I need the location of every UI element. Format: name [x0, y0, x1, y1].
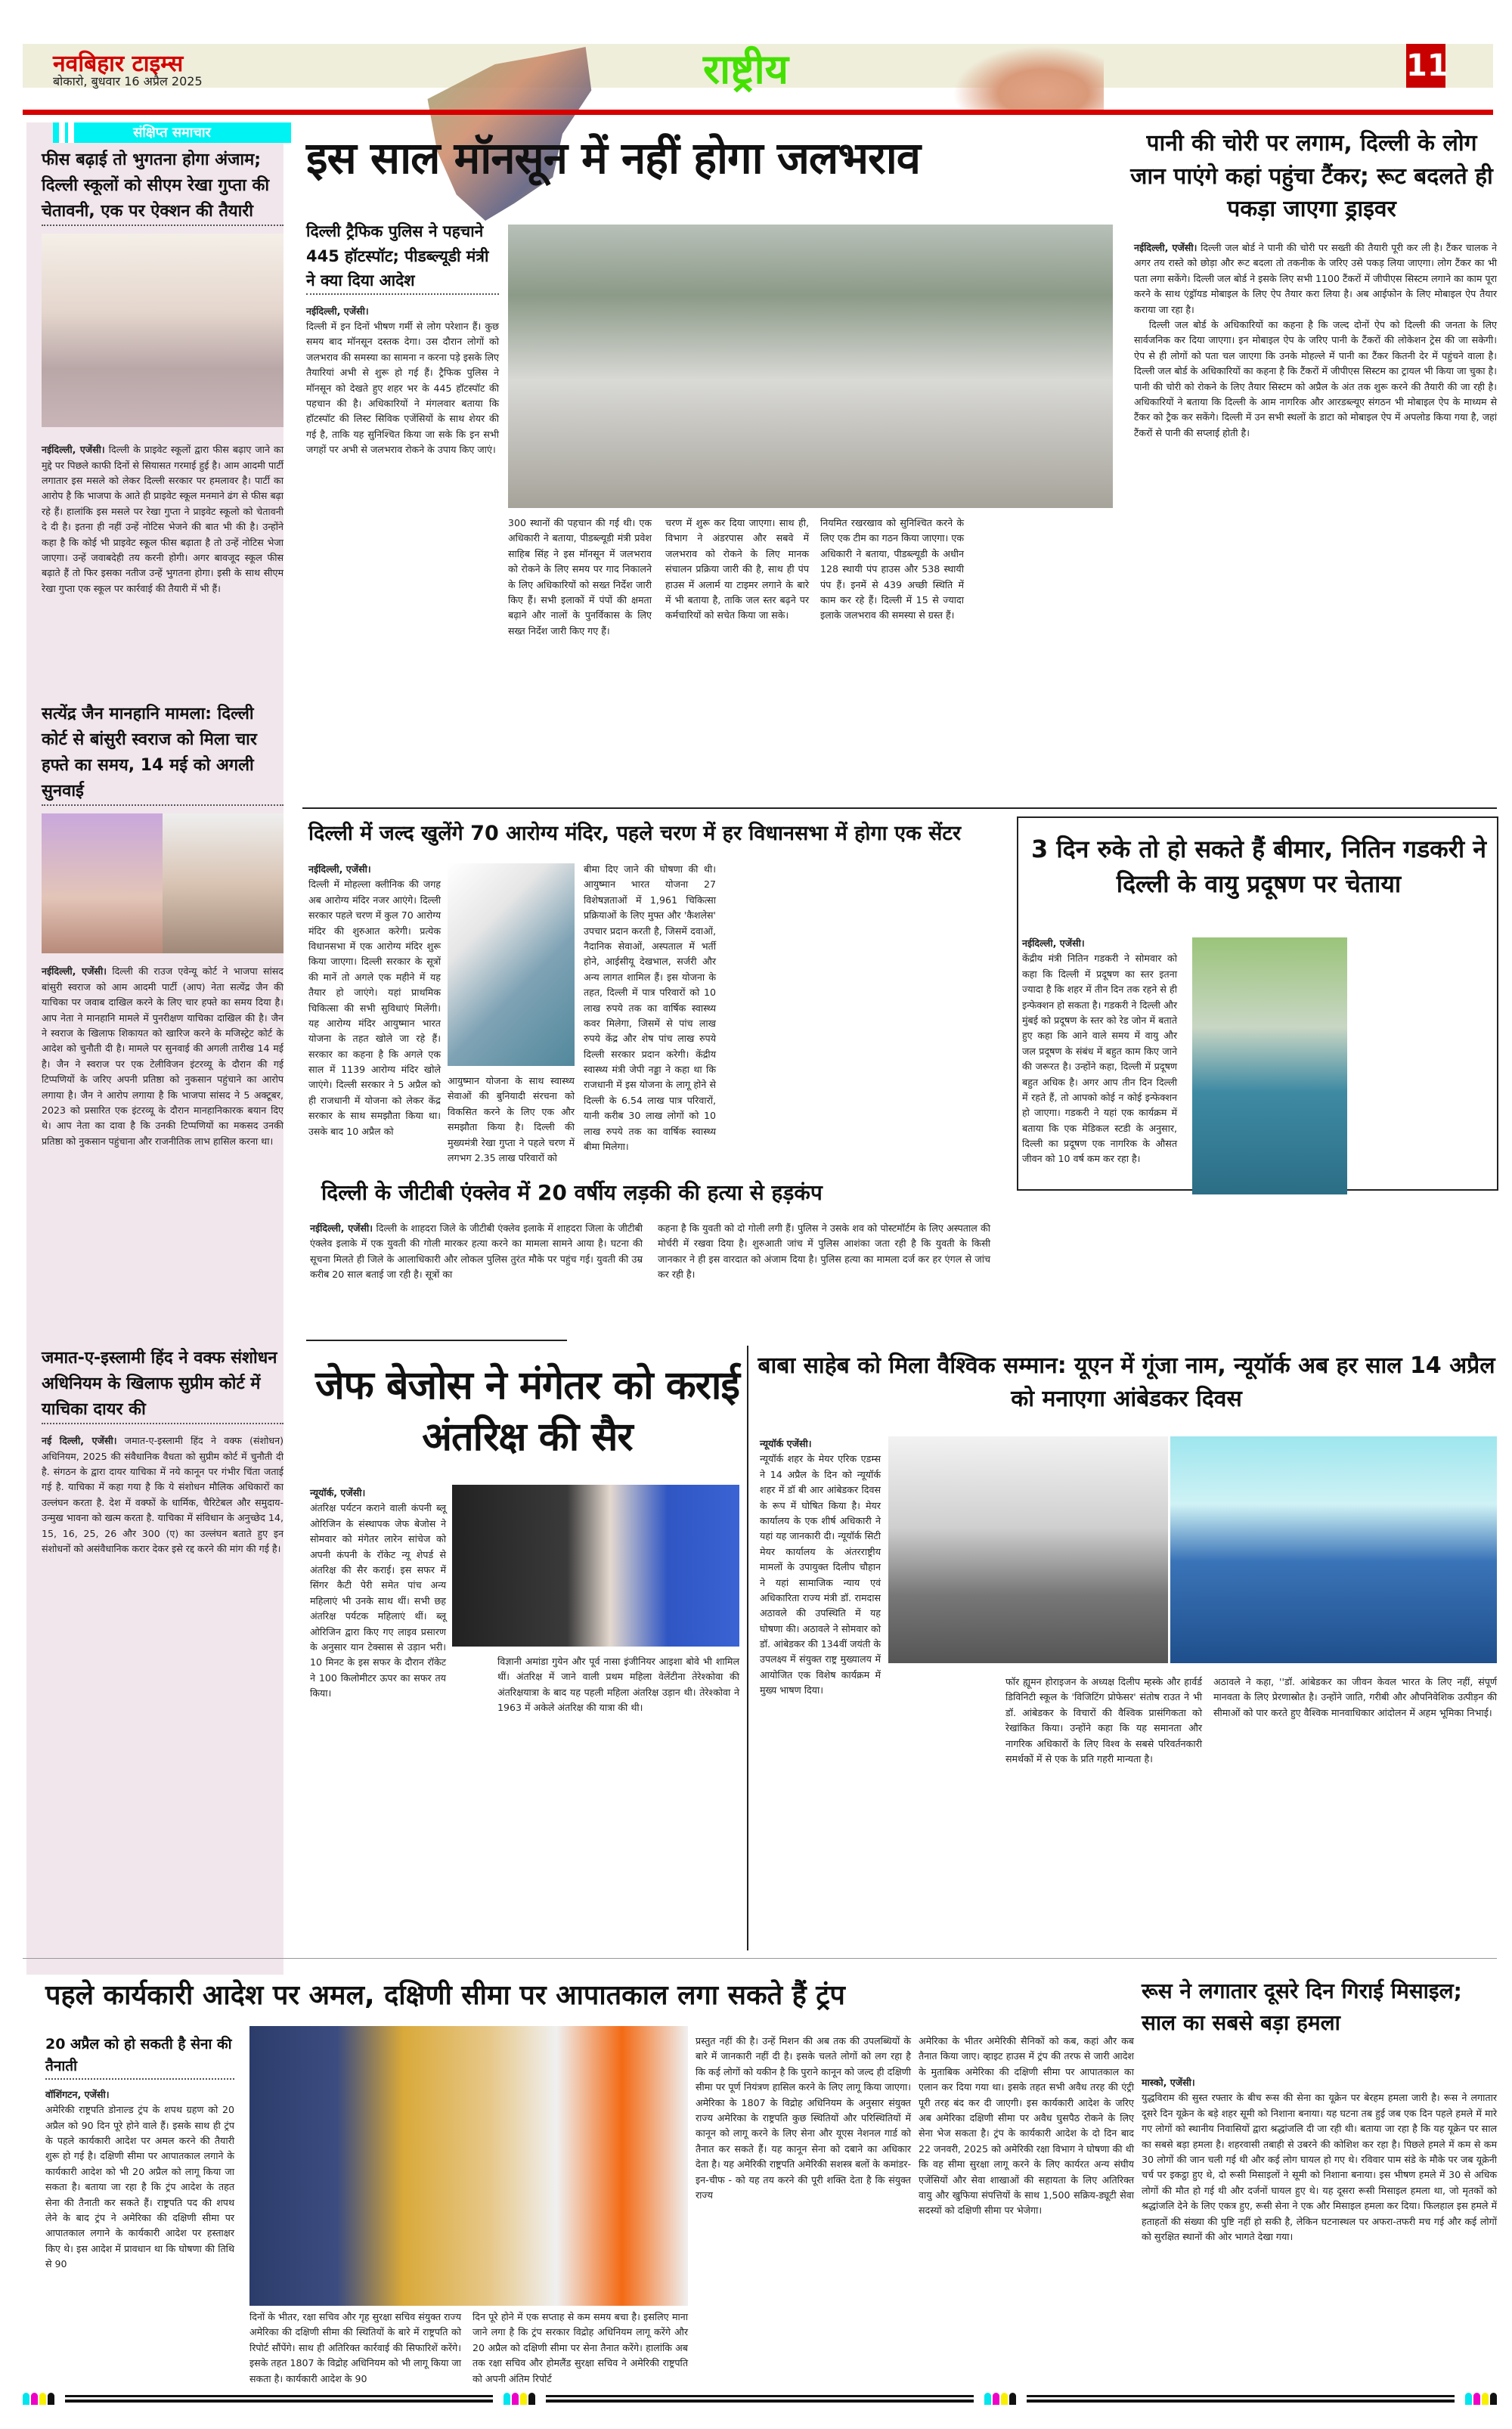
print-rule: [65, 2395, 493, 2403]
ambedkar-col-3: अठावले ने कहा, ''डॉ. आंबेडकर का जीवन केवल भारत के लिए नहीं, संपूर्ण मानवता के लिए प्रेरणास्रोत है। उन्होंने जाति, गरीबी और औपनिवेशिक उत्पीड़न की सीमाओं को पार करते हुए वैश्विक मानवाधिकार आंदोलन में अहम भूमिका निभाई।: [1213, 1676, 1497, 1718]
bansuri-swaraj-photo: [42, 813, 163, 953]
cmyk-mark-icon: [984, 2393, 1016, 2405]
statue-illustration-icon: [953, 45, 1104, 113]
dateline: नईदिल्ली, एजेंसी।: [1134, 242, 1198, 253]
story-body: अंतरिक्ष पर्यटन कराने वाली कंपनी ब्लू ओरिजिन के संस्थापक जेफ बेजोस ने सोमवार को मंगेतर लारेन सांचेज को अपनी कंपनी के रॉकेट न्यू शेपर्ड से अंतरिक्ष की सैर कराई। इस सफर में सिंगर कैटी पेरी समेत पांच अन्य महिलाएं भी उनके साथ थीं। सभी छह अंतरिक्ष पर्यटक महिलाएं थीं। ब्लू ओरिजिन द्वारा किए गए लाइव प्रसारण के अनुसार यान टेक्सास से उड़ान भरी। 10 मिनट के इस सफर के दौरान रॉकेट ने 100 किलोमीटर ऊपर का सफर तय किया।: [310, 1502, 446, 1699]
lead-headline: इस साल मॉनसून में नहीं होगा जलभराव: [306, 132, 921, 184]
dateline: नई दिल्ली, एजेंसी।: [42, 1435, 117, 1447]
masthead-dateline: बोकारो, बुधवार 16 अप्रैल 2025: [53, 74, 203, 88]
ambedkar-col-2: फॉर ह्यूमन होराइजन के अध्यक्ष दिलीप म्हस्के और हार्वर्ड डिविनिटी स्कूल के 'विजिटिंग प्रोफेसर' संतोष राउत ने भी डॉ. आंबेडकर के विचारों की वैश्विक प्रासंगिकता को रेखांकित किया। उन्होंने कहा कि यह समानता और नागरिक अधिकारों के लिए विश्व के सबसे परिवर्तनकारी समर्थकों में से एक के प्रति गहरी मान्यता है।: [1005, 1676, 1202, 1764]
story-body: दिल्ली जल बोर्ड ने पानी की चोरी पर सख्ती की तैयारी पूरी कर ली है। टैंकर चालक ने अगर तय रास्ते को छोड़ा और रूट बदला तो तकनीक के जरिए उसे पकड़ लिया जाएगा। लोग टैंकर का भी पता लगा सकेंगे। दिल्ली जल बोर्ड ने इसके लिए सभी 1100 टैंकरों में जीपीएस सिस्टम लगाने का काम पूरा करने के साथ एंड्रॉयड मोबाइल के लिए ऐप तैयार करा लिया है। अब आईफोन के लिए मोबाइल ऐप तैयार कराया जा रहा है।: [1134, 242, 1497, 315]
satyendra-jain-photo: [163, 813, 284, 953]
dateline: नईदिल्ली, एजेंसी।: [1022, 937, 1085, 949]
trump-col-4: प्रस्तुत नहीं की है। उन्हें मिशन की अब तक की उपलब्धियों के बारे में जानकारी नहीं दी है। इसके चलते लोगों को लग रहा है कि कई लोगों को यकीन है कि पुराने कानून को जल्द ही दक्षिणी सीमा पर पूर्ण नियंत्रण हासिल करने के लिए लागू किया जाएगा। अमेरिका के 1807 के विद्रोह अधिनियम के अनुसार संयुक्त राज्य अमेरिका के राष्ट्रपति कुछ स्थितियों और परिस्थितियों में कानून को लागू करने के लिए सेना और यूएस नेशनल गार्ड को तैनात कर सकते हैं। यह कानून सेना को दबाने का अधिकार देता है। यह अमेरिकी राष्ट्रपति अमेरिकी सशस्त्र बलों के कमांडर-इन-चीफ - को यह तय करने की पूरी शक्ति देता है कि संयुक्त राज्य: [696, 2035, 911, 2201]
column-divider: [747, 1346, 748, 1950]
trump-photo: [249, 2026, 688, 2306]
section-title: राष्ट्रीय: [703, 45, 789, 93]
section-divider: [302, 807, 1497, 809]
arogya-col-1: [308, 862, 441, 1139]
trump-headline: पहले कार्यकारी आदेश पर अमल, दक्षिणी सीमा पर आपातकाल लगा सकते हैं ट्रंप: [45, 1980, 845, 2011]
print-rule: [546, 2395, 974, 2403]
brief-tag: [53, 122, 291, 143]
story-body: दिल्ली में इन दिनों भीषण गर्मी से लोग परेशान हैं। कुछ समय बाद मॉनसून दस्तक देगा। उस दौरान लोगों को जलभराव की समस्या का सामना न करना पड़े इसके लिए तैयारियां अभी से शुरू हो गई हैं। ट्रैफिक पुलिस ने मॉनसून को देखते हुए शहर भर के 445 हॉटस्पॉट की पहचान की है। अधिकारियों ने मंगलवार बताया कि हॉटस्पॉट की लिस्ट सिविक एजेंसियों के साथ शेयर की गई है, ताकि यह सुनिश्चित किया जा सके कि इन सभी जगहों पर अभी से जलभराव रोकने के उपाय किए जाएं।: [306, 321, 499, 456]
brief-story-1: [42, 147, 284, 596]
lead-col-2: 300 स्थानों की पहचान की गई थी। एक अधिकारी ने बताया, पीडब्ल्यूडी मंत्री प्रवेश साहिब सिंह ने इस मॉनसून में जलभराव को रोकने के लिए समय पर गाद निकालने के लिए अधिकारियों को सख्त निर्देश जारी किए हैं। सभी इलाकों में पंपों की क्षमता बढ़ाने और नालों के पुनर्विकास के लिए सख्त निर्देश जारी किए गए हैं।: [508, 517, 652, 637]
story-body: न्यूयॉर्क शहर के मेयर एरिक एडम्स ने 14 अप्रैल के दिन को न्यूयॉर्क शहर में डॉ बी आर आंबेडकर दिवस के रूप में घोषित किया है। मेयर कार्यालय के एक शीर्ष अधिकारी ने यहां यह जानकारी दी। न्यूयॉर्क सिटी मेयर कार्यालय के अंतरराष्ट्रीय मामलों के उपायुक्त दिलीप चौहान ने यहां सामाजिक न्याय एवं अधिकारिता राज्य मंत्री डॉ. रामदास अठावले की उपस्थिति में यह घोषणा की। अठावले ने सोमवार को डॉ. आंबेडकर की 134वीं जयंती के उपलक्ष्य में संयुक्त राष्ट्र मुख्यालय में आयोजित एक विशेष कार्यक्रम में मुख्य भाषण दिया।: [760, 1453, 881, 1696]
photo-pair: [42, 813, 284, 953]
print-registration-marks: [23, 2393, 1497, 2405]
story-body: दिल्ली में मोहल्ला क्लीनिक की जगह अब आरोग्य मंदिर नजर आएंगे। दिल्ली सरकार पहले चरण में कुल 70 आरोग्य मंदिर की शुरुआत करेगी। प्रत्येक विधानसभा में एक आरोग्य मंदिर शुरू किया जाएगा। दिल्ली सरकार के सूत्रों की मानें तो अगले एक महीने में यह तैयार हो जाएंगे। यहां प्राथमिक चिकित्सा की सभी सुविधाएं मिलेंगी। यह आरोग्य मंदिर आयुष्मान भारत योजना के तहत खोले जा रहे हैं। सरकार का कहना है कि अगले एक साल में 1139 आरोग्य मंदिर खोले जाएंगे। दिल्ली सरकार ने 5 अप्रैल को ही राजधानी में योजना को लेकर केंद्र सरकार के साथ समझौता किया था। उसके बाद 10 अप्रैल को: [308, 878, 441, 1137]
arogya-headline: दिल्ली में जल्द खुलेंगे 70 आरोग्य मंदिर, पहले चरण में हर विधानसभा में होगा एक सेंटर: [308, 822, 962, 845]
dateline: नईदिल्ली, एजेंसी।: [308, 863, 371, 875]
brief-headline: सत्येंद्र जैन मानहानि मामला: दिल्ली कोर्ट से बांसुरी स्वराज को मिला चार हफ्ते का समय, 14 मई को अगली सुनवाई: [42, 702, 284, 806]
story-body: दिल्ली के प्राइवेट स्कूलों द्वारा फीस बढ़ाए जाने का मुद्दे पर पिछले काफी दिनों से सियासत गरमाई हुई है। आम आदमी पार्टी लगातार इस मसले को लेकर दिल्ली सरकार पर हमलावर है। पार्टी का आरोप है कि भाजपा के आते ही प्राइवेट स्कूल मनमाने ढंग से फीस बढ़ा रहे हैं। हालांकि इस मसले पर रेखा गुप्ता ने प्राइवेट स्कूलो को चेतावनी दे दी है। इतना ही नहीं उन्हें नोटिस भेजने की बात भी की है। उन्होंने कहा है कि कोई भी प्राइवेट स्कूल फीस बढ़ाता है तो उन्हें नोटिस भेजा जाएगा। उन्हें जवाबदेही तय करनी होगी। अगर बावजूद स्कूल फीस बढ़ाते हैं तो फिर इसका नतीज उन्हें भुगतना होगा। इसी के साथ सीएम रेखा गुप्ता एक स्कूल पर कार्रवाई की तैयारी में भी हैं।: [42, 444, 284, 594]
lead-subhead: दिल्ली ट्रैफिक पुलिस ने पहचाने 445 हॉटस्पॉट; पीडब्ल्यूडी मंत्री ने क्या दिया आदेश: [306, 219, 499, 295]
russia-body: [1142, 2075, 1497, 2245]
nitin-gadkari-photo: [1192, 937, 1347, 1194]
ambedkar-headline: बाबा साहेब को मिला वैश्विक सम्मान: यूएन में गूंजा नाम, न्यूयॉर्क अब हर साल 14 अप्रैल को मनाएगा आंबेडकर दिवस: [758, 1352, 1495, 1412]
lead-col-1: [306, 219, 499, 458]
cmyk-mark-icon: [1465, 2393, 1497, 2405]
brief-story-2: [42, 702, 284, 1149]
dateline: नईदिल्ली, एजेंसी।: [306, 305, 369, 317]
traffic-waterlogging-photo: [508, 225, 1113, 508]
story-body: अमेरिकी राष्ट्रपति डोनाल्ड ट्रंप के शपथ ग्रहण को 20 अप्रैल को 90 दिन पूरे होने वाले हैं। इसके साथ ही ट्रंप के पहले कार्यकारी आदेश पर अमल करने की तैयारी शुरू हो गई है। दक्षिणी सीमा पर आपातकाल लगाने के कार्यकारी आदेश को भी 20 अप्रैल को लागू किया जा सकता है। बताया जा रहा है कि ट्रंप आदेश के तहत सेना की तैनाती कर सकते हैं। राष्ट्रपति पद की शपथ लेने के बाद ट्रंप ने अमेरिका की दक्षिणी सीमा पर आपातकाल लगाने के कार्यकारी आदेश पर हस्ताक्षर किए थे। इस आदेश में प्रावधान था कि घोषणा की तिथि से 90: [45, 2104, 234, 2270]
brief-headline: फीस बढ़ाई तो भुगतना होगा अंजाम; दिल्ली स्कूलों को सीएम रेखा गुप्ता की चेतावनी, एक पर ऐक्शन की तैयारी: [42, 147, 284, 226]
story-body: दिल्ली की राउज एवेन्यू कोर्ट ने भाजपा सांसद बांसुरी स्वराज को आम आदमी पार्टी (आप) नेता सत्येंद्र जैन की याचिका पर जवाब दाखिल करने के लिए चार हफ्ते का समय दिया है। आप नेता ने मानहानि मामले में पुनरीक्षण याचिका दाखिल की है। जैन ने स्वराज के खिलाफ शिकायत को खारिज करने के मजिस्ट्रेट कोर्ट के आदेश को चुनौती दी है। मामले पर सुनवाई की अगली तारीख 14 मई है। जैन ने स्वराज पर एक टेलीविजन इंटरव्यू के दौरान की गई टिप्पणियों के जरिए अपनी प्रतिष्ठा को नुकसान पहुंचाने का आरोप लगाया है। जैन ने आरोप लगाया है कि भाजपा सांसद ने 5 अक्टूबर, 2023 को प्रसारित एक इंटरव्यू के दौरान मानहानिकारक बयान दिए थे। आप नेता का दावा है कि उनकी टिप्पणियों का मकसद उनकी प्रतिष्ठा को नुकसान पहुंचाना और राजनीतिक लाभ हासिल करना था।: [42, 965, 284, 1147]
bezos-col-2: विज्ञानी अमांडा गुयेन और पूर्व नासा इंजीनियर आइशा बोवे भी शामिल थीं। अंतरिक्ष में जाने वाली प्रथम महिला वेलेंटीना तेरेश्कोवा की अंतरिक्षयात्रा के बाद यह पहली महिला अंतरिक्ष उड़ान थी। तेरेश्कोवा ने 1963 में अकेले अंतरिक्ष की यात्रा की थी।: [497, 1656, 739, 1714]
dateline: वॉशिंगटन, एजेंसी।: [45, 2088, 110, 2100]
page-number: 11: [1406, 44, 1445, 88]
dateline: मास्को, एजेंसी।: [1142, 2077, 1195, 2088]
arogya-col-3: बीमा दिए जाने की घोषणा की थी। आयुष्मान भारत योजना 27 विशेषज्ञताओं में 1,961 चिकित्सा प्रक्रियाओं के लिए मुफ्त और 'कैशलेस' उपचार प्रदान करती है, जिसमें दवाओं, नैदानिक सेवाओं, अस्पताल में भर्ती होने, आईसीयू देखभाल, सर्जरी और अन्य लागत शामिल हैं। इस योजना के तहत, दिल्ली में पात्र परिवारों को 10 लाख रुपये तक का वार्षिक स्वास्थ्य कवर मिलेगा, जिसमें से पांच लाख रुपये केंद्र और शेष पांच लाख रुपये दिल्ली सरकार प्रदान करेगी। केंद्रीय स्वास्थ्य मंत्री जेपी नड्डा ने कहा था कि राजधानी में इस योजना के लागू होने से दिल्ली के 6.54 लाख पात्र परिवारों, यानी करीब 30 लाख लोगों को 10 लाख रुपये तक का वार्षिक स्वास्थ्य बीमा मिलेगा।: [584, 863, 716, 1153]
trump-col-2: दिनों के भीतर, रक्षा सचिव और गृह सुरक्षा सचिव संयुक्त राज्य अमेरिका की दक्षिणी सीमा की स्थितियों के बारे में राष्ट्रपति को रिपोर्ट सौंपेंगे। साथ ही अतिरिक्त कार्रवाई की सिफारिशें करेंगे। इसके तहत 1807 के विद्रोह अधिनियम को भी लागू किया जा सकता है। कार्यकारी आदेश के 90: [249, 2311, 461, 2384]
print-rule: [1027, 2395, 1455, 2403]
arogya-col-2: आयुष्मान योजना के साथ स्वास्थ्य सेवाओं की बुनियादी संरचना को विकसित करने के लिए एक और समझौता किया है। दिल्ली की मुख्यमंत्री रेखा गुप्ता ने पहले चरण में लगभग 2.35 लाख परिवारों को: [448, 1075, 575, 1163]
bezos-crew-photo: [452, 1485, 739, 1647]
section-divider: [23, 1958, 1497, 1959]
bezos-col-1: [310, 1486, 446, 1701]
dateline: नईदिल्ली, एजेंसी।: [310, 1222, 373, 1234]
bezos-top-rule: [306, 1340, 567, 1341]
ambedkar-parliament-illustration: [1170, 1436, 1497, 1663]
dateline: नईदिल्ली, एजेंसी।: [42, 965, 107, 977]
gtb-col-2: कहना है कि युवती को दो गोली लगी हैं। पुलिस ने उसके शव को पोस्टमॉर्टम के लिए अस्पताल की मोर्चरी में रखवा दिया है। शुरुआती जांच में पुलिस आशंका जता रही है कि युवती के किसी जानकार ने ही इस वारदात को अंजाम दिया है। पुलिस हत्या का मामला दर्ज कर हर एंगल से जांच कर रही है।: [658, 1222, 990, 1281]
newspaper-brand: नवबिहार टाइम्स: [53, 51, 184, 77]
lead-col-4: नियमित रखरखाव को सुनिश्चित करने के लिए एक टीम का गठन किया जाएगा। एक अधिकारी ने बताया, पीडब्ल्यूडी के अधीन 128 स्थायी पंप हाउस और 538 स्थायी पंप हैं। इनमें से 439 अच्छी स्थिति में काम कर रहे हैं। दिल्ली में 15 से ज्यादा इलाके जलभराव की समस्या से ग्रस्त हैं।: [820, 517, 964, 621]
cmyk-mark-icon: [503, 2393, 535, 2405]
ambedkar-bw-photo: [888, 1436, 1168, 1663]
rekha-gupta-photo: [42, 234, 284, 427]
bezos-headline: जेफ बेजोस ने मंगेतर को कराई अंतरिक्ष की सैर: [315, 1363, 739, 1460]
gadkari-col-1: [1022, 936, 1177, 1167]
dateline: न्यूयॉर्क एजेंसी।: [760, 1438, 812, 1449]
water-headline: पानी की चोरी पर लगाम, दिल्ली के लोग जान पाएंगे कहां पहुंचा टैंकर; रूट बदलते ही पकड़ा जाएगा ड्राइवर: [1130, 130, 1493, 222]
story-body: जमात-ए-इस्लामी हिंद ने वक्फ (संशोधन) अधिनियम, 2025 की संवैधानिक वैधता को सुप्रीम कोर्ट में चुनौती दी है. संगठन के द्वारा दायर याचिका में नये कानून पर गंभीर चिंता जताई गई है. याचिका में कहा गया है कि ये संशोधन मौलिक अधिकारों का उल्लंघन करता है. देश में वक्फों के धार्मिक, चैरिटेबल और समुदाय-उन्मुख भावना को खत्म करता है. याचिका में संविधान के अनुच्छेद 14, 15, 16, 25, 26 और 300 (ए) का उल्लंघन बताते हुए इन संशोधनों को असंवैधानिक करार देकर इसे रद्द करने की मांग की गई है।: [42, 1435, 284, 1555]
dateline: नईदिल्ली, एजेंसी।: [42, 444, 105, 456]
brief-story-3: [42, 1346, 284, 1557]
trump-col-5: अमेरिका के भीतर अमेरिकी सैनिकों को कब, कहां और कब तैनात किया जाए। व्हाइट हाउस में ट्रंप की तरफ से जारी आदेश के मुताबिक अमेरिका की दक्षिणी सीमा पर आपातकाल का एलान कर दिया गया था। इसके तहत सभी अवैध तरह की एंट्री पूरी तरह बंद कर दी जाएगी। इस कार्यकारी आदेश के जरिए अब अमेरिका दक्षिणी सीमा पर अवैध घुसपैठ रोकने के लिए सेना भेज सकता है। ट्रंप के कार्यकारी आदेश के दो दिन बाद 22 जनवरी, 2025 को अमेरिकी रक्षा विभाग ने घोषणा की थी कि वह सीमा सुरक्षा लागू करने के लिए कार्यरत अन्य संघीय एजेंसियों और सेवा शाखाओं की सहायता के लिए अतिरिक्त वायु और खुफिया संपत्तियों के साथ 1,500 सक्रिय-ड्यूटी सेवा सदस्यों को दक्षिणी सीमा पर भेजेगा।: [919, 2035, 1134, 2217]
brief-headline: जमात-ए-इस्लामी हिंद ने वक्फ संशोधन अधिनियम के खिलाफ सुप्रीम कोर्ट में याचिका दायर की: [42, 1346, 284, 1424]
blood-pressure-photo: [448, 863, 575, 1066]
story-body: दिल्ली के शाहदरा जिले के जीटीबी एंक्लेव इलाके में शाहदरा जिला के जीटीबी एंक्लेव इलाके में एक युवती की गोली मारकर हत्या करने का मामला सामने आया है। घटना की सूचना मिलते ही जिले के आलाधिकारी और लोकल पुलिस तुरंत मौके पर पहुंच गई। युवती की उम्र करीब 20 साल बताई जा रही है। सूत्रों का: [310, 1222, 643, 1281]
story-body: युद्धविराम की सुस्त रफ्तार के बीच रूस की सेना का यूक्रेन पर बेरहम हमला जारी है। रूस ने लगातार दूसरे दिन यूक्रेन के बड़े शहर सूमी को निशाना बनाया। यह घटना तब हुई जब एक दिन पहले हमले में मारे गए लोगों को स्थानीय निवासियों द्वारा श्रद्धांजलि दी जा रही थी। बताया जा रहा है कि यह यूक्रेन पर साल का सबसे बड़ा हमला है। शहरवासी तबाही से उबरने की कोशिश कर रहा है। पिछले हमले में कम से कम 30 लोगों की जान चली गई थी और कई लोग घायल हो गए थे। रविवार पाम संडे के मौके पर जब यूक्रेनी चर्च पर इकट्ठा हुए थे, दो रूसी मिसाइलों ने सूमी को निशाना बनाया। इस भीषण हमले में 30 से अधिक लोगों की मौत हो गई थी और दर्जनों घायल हुए थे। यह दूसरा रूसी मिसाइल हमला था, जो मृतकों को श्रद्धांजलि देने के लिए एकत्र हुए, रूसी सेना ने एक और मिसाइल हमला कर दिया। फिलहाल इस हमले में हताहतों की संख्या की पुष्टि नहीं हो सकी है, लेकिन घटनास्थल पर अफरा-तफरी मच गई और कई लोगों को सुरक्षित स्थानों की ओर भागते देखा गया।: [1142, 2092, 1497, 2242]
story-body: दिल्ली जल बोर्ड के अधिकारियों का कहना है कि जल्द दोनों ऐप को दिल्ली की जनता के लिए सार्वजनिक कर दिया जाएगा। इन मोबाइल ऐप के जरिए पानी के टैंकरों की लोकेशन ट्रेस की जा सकेगी। ऐप से ही लोगों को पता चल जाएगा कि उनके मोहल्ले में पानी का टैंकर कितनी देर में पहुंचने वाला है। दिल्ली जल बोर्ड के अधिकारियों का कहना है कि टैंकरों में जीपीएस सिस्टम का ट्रायल भी किया जा चुका है। पानी की चोरी को रोकने के लिए तैयार सिस्टम को अप्रैल के अंत तक शुरू करने की तैयारी की जा रही है। अधिकारियों ने बताया कि दिल्ली के आम नागरिक और आरडब्ल्यूए संगठन भी मोबाइल ऐप के माध्यम से टैंकर को ट्रैक कर सकेंगे। दिल्ली में उन सभी स्थलों के डाटा को मोबाइल ऐप में अपलोड किया गया है, जहां टैंकरों से पानी की सप्लाई होती है।: [1134, 318, 1497, 438]
cmyk-mark-icon: [23, 2393, 54, 2405]
story-body: केंद्रीय मंत्री नितिन गडकरी ने सोमवार को कहा कि दिल्ली में प्रदूषण का स्तर इतना ज्यादा है कि शहर में तीन दिन तक रहने से ही इन्फेक्शन हो सकता है। गडकरी ने दिल्ली और मुंबई को प्रदूषण के स्तर को रेड जोन में बताते हुए कहा कि आने वाले समय में वायु और जल प्रदूषण के संबंध में बहुत काम किए जाने की जरूरत है। उन्होंने कहा, दिल्ली में प्रदूषण बहुत अधिक है। अगर आप तीन दिन दिल्ली में रहते हैं, तो आपको कोई न कोई इन्फेक्शन हो जाएगा। गडकरी ने यहां एक कार्यक्रम में बताया कि एक मेडिकल स्टडी के अनुसार, दिल्ली का प्रदूषण एक नागरिक के औसत जीवन को 10 वर्ष कम कर रहा है।: [1022, 953, 1177, 1165]
russia-headline: रूस ने लगातार दूसरे दिन गिराई मिसाइल; साल का सबसे बड़ा हमला: [1142, 1978, 1462, 2035]
brief-bars-icon: [59, 122, 82, 143]
masthead-rule: [23, 110, 1493, 115]
dateline: न्यूयॉर्क, एजेंसी।: [310, 1487, 366, 1498]
ambedkar-col-1: [760, 1436, 881, 1699]
trump-subhead: 20 अप्रैल को हो सकती है सेना की तैनाती: [45, 2034, 234, 2080]
trump-col-3: दिन पूरे होने में एक सप्ताह से कम समय बचा है। इसलिए माना जाने लगा है कि ट्रंप सरकार विद्रोह अधिनियम लागू करेंगे और 20 अप्रैल को दक्षिणी सीमा पर सेना तैनात करेंगे। हालांकि अब तक रक्षा सचिव और होमलैंड सुरक्षा सचिव ने अमेरिकी राष्ट्रपति को अपनी अंतिम रिपोर्ट: [472, 2311, 688, 2384]
water-body: [1134, 240, 1497, 441]
lead-col-3: चरण में शुरू कर दिया जाएगा। साथ ही, विभाग ने अंडरपास और सबवे में जलभराव को रोकने के लिए मानक संचालन प्रक्रिया जारी की है, साथ ही पंप हाउस में अलार्म या टाइमर लगाने के बारे में भी बताया है, ताकि जल स्तर बढ़ने पर कर्मचारियों को सचेत किया जा सके।: [665, 517, 809, 621]
gtb-col-1: [310, 1221, 643, 1283]
gtb-headline: दिल्ली के जीटीबी एंक्लेव में 20 वर्षीय लड़की की हत्या से हड़कंप: [321, 1180, 823, 1205]
trump-col-1: [45, 2034, 234, 2273]
gadkari-headline: 3 दिन रुके तो हो सकते हैं बीमार, नितिन गडकरी ने दिल्ली के वायु प्रदूषण पर चेताया: [1030, 835, 1487, 899]
brief-tag-label: संक्षिप्त समाचार: [133, 125, 211, 141]
